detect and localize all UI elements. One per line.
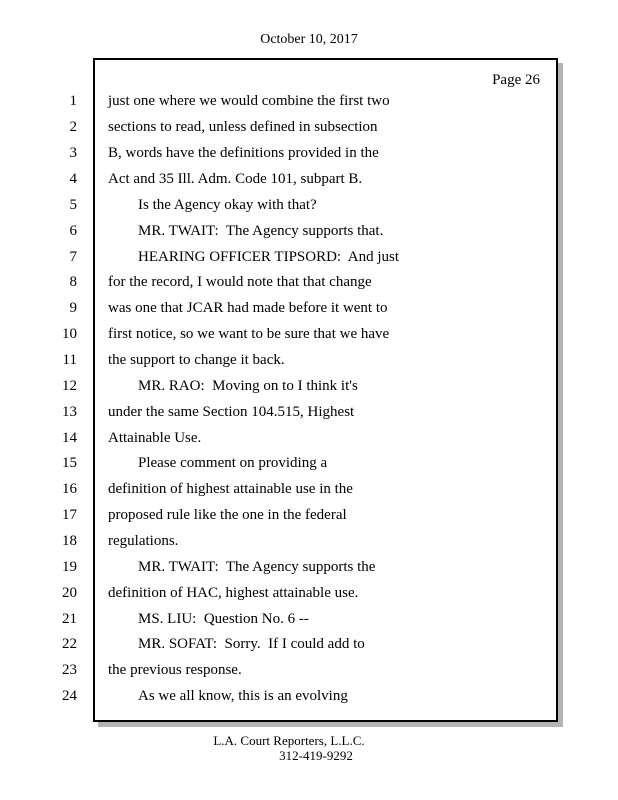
transcript-line	[0, 477, 618, 503]
line-text: B, words have the definitions provided in the	[108, 145, 379, 162]
transcript-line	[0, 192, 618, 218]
transcript-line	[0, 296, 618, 322]
line-text: the previous response.	[108, 662, 242, 679]
transcript-line	[0, 373, 618, 399]
line-text: MR. TWAIT: The Agency supports that.	[138, 222, 384, 239]
transcript-line	[0, 503, 618, 529]
line-text: HEARING OFFICER TIPSORD: And just	[138, 248, 400, 265]
line-text: just one where we would combine the first two	[108, 93, 390, 110]
line-number: 12	[62, 377, 77, 394]
line-number: 24	[62, 688, 77, 705]
transcript-line	[0, 425, 618, 451]
line-text: definition of highest attainable use in the	[108, 481, 353, 498]
line-number: 15	[62, 455, 77, 472]
line-text: MR. SOFAT: Sorry. If I could add to	[138, 636, 365, 653]
transcript-line	[0, 348, 618, 374]
line-text: proposed rule like the one in the federal	[108, 507, 347, 524]
line-text: MR. RAO: Moving on to I think it's	[138, 377, 358, 394]
footer-company-name: L.A. Court Reporters, L.L.C.	[213, 733, 365, 748]
line-number: 7	[69, 248, 77, 265]
line-number: 17	[62, 507, 77, 524]
transcript-line	[0, 529, 618, 555]
line-text: for the record, I would note that that change	[108, 274, 372, 291]
line-text: As we all know, this is an evolving	[138, 688, 348, 705]
line-text: was one that JCAR had made before it went to	[108, 300, 388, 317]
line-text: Is the Agency okay with that?	[138, 196, 317, 213]
line-text: under the same Section 104.515, Highest	[108, 403, 355, 420]
line-number: 14	[62, 429, 77, 446]
line-number: 8	[69, 274, 77, 291]
line-number: 2	[69, 119, 77, 136]
line-number: 16	[62, 481, 77, 498]
line-number: 9	[69, 300, 77, 317]
line-number: 3	[69, 145, 77, 162]
transcript-line	[0, 141, 618, 167]
transcript-line	[0, 115, 618, 141]
footer-phone-number: 312-419-9292	[279, 748, 353, 763]
transcript-line	[0, 218, 618, 244]
line-number: 18	[62, 533, 77, 550]
transcript-line	[0, 244, 618, 270]
line-number: 20	[62, 584, 77, 601]
transcript-line	[0, 580, 618, 606]
line-text: first notice, so we want to be sure that we have	[108, 326, 390, 343]
line-text: regulations.	[108, 533, 179, 550]
transcript-line	[0, 554, 618, 580]
transcript-line	[0, 89, 618, 115]
line-text: Attainable Use.	[108, 429, 202, 446]
line-number: 13	[62, 403, 77, 420]
line-text: sections to read, unless defined in subsection	[108, 119, 378, 136]
line-number: 1	[69, 93, 77, 110]
line-number: 6	[69, 222, 77, 239]
line-text: the support to change it back.	[108, 352, 285, 369]
transcript-line	[0, 684, 618, 710]
transcript-line	[0, 399, 618, 425]
line-text: Please comment on providing a	[138, 455, 328, 472]
transcript-line	[0, 658, 618, 684]
page-number-label: Page 26	[492, 72, 540, 88]
line-text: Act and 35 Ill. Adm. Code 101, subpart B.	[108, 171, 363, 187]
transcript-line	[0, 451, 618, 477]
header-date: October 10, 2017	[260, 32, 358, 47]
line-number: 21	[62, 610, 77, 627]
line-text: MS. LIU: Question No. 6 --	[138, 610, 309, 627]
transcript-line	[0, 632, 618, 658]
line-number: 5	[69, 196, 77, 213]
transcript-line	[0, 270, 618, 296]
transcript-line	[0, 606, 618, 632]
line-number: 4	[69, 171, 77, 187]
transcript-line	[0, 167, 618, 193]
transcript-line	[0, 322, 618, 348]
line-number: 23	[62, 662, 77, 679]
line-text: MR. TWAIT: The Agency supports the	[138, 558, 376, 575]
line-number: 11	[62, 352, 77, 369]
transcript-lines	[0, 89, 618, 710]
line-number: 10	[62, 326, 77, 343]
line-number: 19	[62, 558, 77, 575]
line-text: definition of HAC, highest attainable use.	[108, 584, 359, 601]
line-number: 22	[62, 636, 77, 653]
